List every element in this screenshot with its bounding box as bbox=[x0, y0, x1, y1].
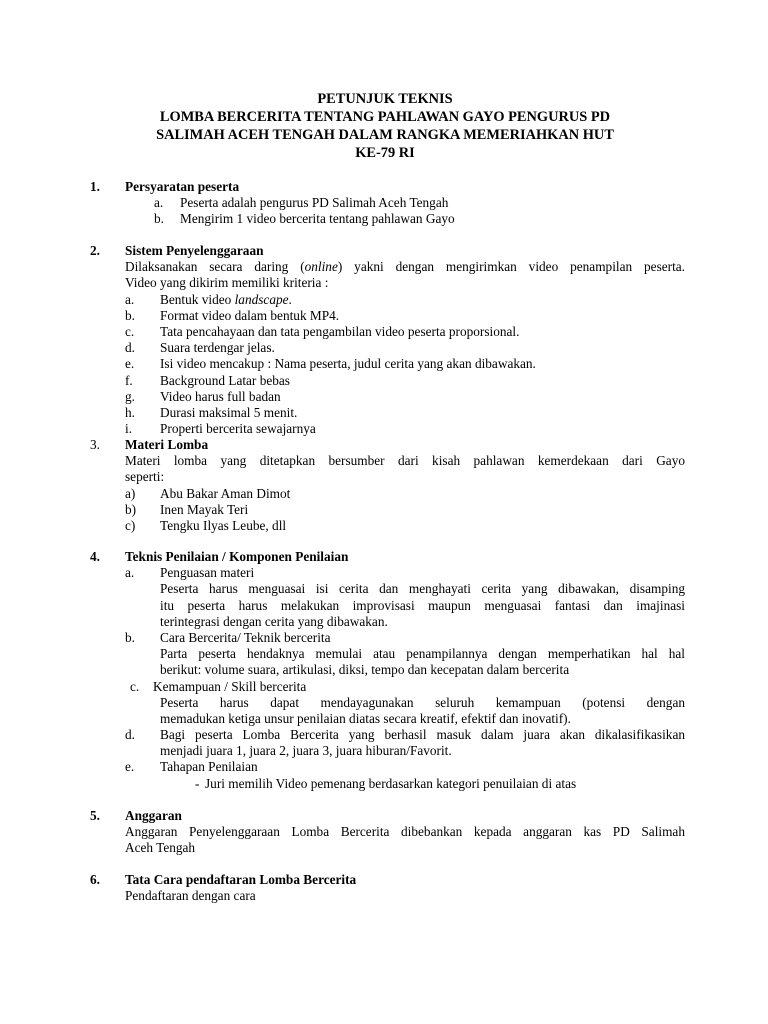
list-item bbox=[0, 486, 768, 502]
list-text: Suara terdengar jelas. bbox=[160, 340, 275, 356]
sub-item-e bbox=[0, 759, 768, 775]
paragraph-line: Peserta harus menguasai isi cerita dan menghayati cerita yang dibawakan, disamping bbox=[160, 581, 685, 597]
section-intro: Materi lomba yang ditetapkan bersumber dari kisah pahlawan kemerdekaan dari Gayo bbox=[125, 453, 685, 469]
sub-item-a bbox=[0, 565, 768, 581]
list-text: Properti bercerita sewajarnya bbox=[160, 421, 316, 437]
list-item bbox=[0, 502, 768, 518]
paragraph-line: Bagi peserta Lomba Bercerita yang berhasil masuk dalam juara akan dikalasifikasikan bbox=[160, 727, 685, 743]
list-label: a. bbox=[125, 291, 135, 307]
list-text: Durasi maksimal 5 menit. bbox=[160, 404, 298, 420]
section-number: 5. bbox=[90, 808, 100, 823]
list-label: a) bbox=[125, 485, 136, 501]
sub-item-title: Kemampuan / Skill bercerita bbox=[153, 678, 307, 694]
section-intro-2: Video yang dikirim memiliki kriteria : bbox=[125, 275, 329, 291]
paragraph-line: berikut: volume suara, artikulasi, diksi, tempo dan kecepatan dalam bercerita bbox=[160, 662, 570, 678]
list-text: Isi video mencakup : Nama peserta, judul cerita yang akan dibawakan. bbox=[160, 356, 536, 372]
list-text: Tata pencahayaan dan tata pengambilan video peserta proporsional. bbox=[160, 323, 520, 339]
list-text: Mengirim 1 video bercerita tentang pahlawan Gayo bbox=[180, 211, 455, 227]
document-title bbox=[90, 90, 680, 162]
sub-item-title: Tahapan Penilaian bbox=[160, 759, 258, 775]
list-item bbox=[0, 421, 768, 437]
list-label: h. bbox=[125, 404, 135, 420]
list-label: a. bbox=[125, 565, 135, 581]
list-label: c. bbox=[125, 323, 135, 339]
dash-bullet: - bbox=[195, 775, 200, 791]
list-label: b. bbox=[125, 307, 135, 323]
list-label: a. bbox=[154, 195, 164, 211]
list-text: Tengku Ilyas Leube, dll bbox=[160, 517, 287, 533]
list-item bbox=[0, 292, 768, 308]
title-line-3: SALIMAH ACEH TENGAH DALAM RANGKA MEMERIAHKAN HUT bbox=[156, 127, 614, 143]
list-label: f. bbox=[125, 372, 133, 388]
title-line-4: KE-79 RI bbox=[355, 145, 415, 161]
paragraph-line: Aceh Tengah bbox=[125, 840, 196, 856]
paragraph-line: menjadi juara 1, juara 2, juara 3, juara hiburan/Favorit. bbox=[160, 743, 452, 759]
list-label: c. bbox=[130, 678, 140, 694]
list-label: b. bbox=[125, 629, 135, 645]
list-item bbox=[0, 405, 768, 421]
list-label: b. bbox=[154, 211, 164, 227]
section-heading: Materi Lomba bbox=[125, 437, 209, 452]
sub-item-title: Cara Bercerita/ Teknik bercerita bbox=[160, 629, 331, 645]
paragraph-line: itu peserta harus melakukan improvisasi maupun menguasai fantasi dan imajinasi bbox=[160, 597, 685, 613]
list-item bbox=[0, 373, 768, 389]
list-label: d. bbox=[125, 340, 135, 356]
section-intro: Dilaksanakan secara daring (online) yakni dengan mengirimkan video penampilan peserta. bbox=[125, 259, 685, 275]
list-label: c) bbox=[125, 517, 136, 533]
sub-item-b bbox=[0, 630, 768, 646]
list-item bbox=[0, 389, 768, 405]
list-text: Format video dalam bentuk MP4. bbox=[160, 307, 340, 323]
list-label: b) bbox=[125, 501, 137, 517]
list-text: Video harus full badan bbox=[160, 388, 281, 404]
list-label: e. bbox=[125, 759, 135, 775]
list-label: i. bbox=[125, 421, 133, 437]
paragraph-line: Peserta harus dapat mendayagunakan seluruh kemampuan (potensi dengan bbox=[160, 694, 685, 710]
section-3 bbox=[0, 437, 768, 534]
paragraph-line: Parta peserta hendaknya memulai atau penampilannya dengan memperhatikan hal hal bbox=[160, 646, 685, 662]
list-label: d. bbox=[125, 727, 135, 743]
section-5 bbox=[0, 808, 768, 857]
list-item bbox=[0, 356, 768, 372]
section-heading: Anggaran bbox=[125, 808, 182, 823]
paragraph-line: Anggaran Penyelenggaraan Lomba Bercerita dibebankan kepada anggaran kas PD Salimah bbox=[125, 824, 685, 840]
list-label: g. bbox=[125, 388, 135, 404]
list-text: Background Latar bebas bbox=[160, 372, 290, 388]
section-4 bbox=[0, 549, 768, 792]
paragraph-line: terintegrasi dengan cerita yang dibawakan. bbox=[160, 613, 388, 629]
list-text: Peserta adalah pengurus PD Salimah Aceh Tengah bbox=[180, 195, 449, 211]
section-number: 4. bbox=[90, 549, 100, 564]
section-2 bbox=[0, 243, 768, 437]
sub-item-c bbox=[0, 679, 768, 695]
section-heading: Teknis Penilaian / Komponen Penilaian bbox=[125, 549, 349, 564]
sub-item-title: Penguasan materi bbox=[160, 565, 255, 581]
list-item bbox=[0, 195, 768, 211]
section-intro-2: seperti: bbox=[125, 469, 165, 485]
section-6 bbox=[0, 872, 768, 904]
section-number: 6. bbox=[90, 872, 100, 887]
sub-item-d bbox=[0, 727, 768, 743]
section-number: 2. bbox=[90, 243, 100, 258]
section-1 bbox=[0, 179, 768, 228]
list-item bbox=[0, 518, 768, 534]
list-text: Inen Mayak Teri bbox=[160, 501, 249, 517]
title-line-2: LOMBA BERCERITA TENTANG PAHLAWAN GAYO PENGURUS PD bbox=[159, 109, 611, 125]
section-heading: Tata Cara pendaftaran Lomba Bercerita bbox=[125, 872, 357, 887]
list-text: Abu Bakar Aman Dimot bbox=[160, 485, 291, 501]
list-text: Bentuk video landscape. bbox=[160, 291, 292, 307]
title-line-1: PETUNJUK TEKNIS bbox=[317, 91, 453, 107]
section-number: 1. bbox=[90, 179, 100, 194]
list-item bbox=[0, 324, 768, 340]
list-item bbox=[0, 308, 768, 324]
paragraph-line: Pendaftaran dengan cara bbox=[125, 888, 256, 904]
paragraph-line: memadukan ketiga unsur penilaian diatas secara kreatif, efektif dan inovatif). bbox=[160, 710, 571, 726]
list-item bbox=[0, 340, 768, 356]
list-label: e. bbox=[125, 356, 135, 372]
bullet-text: Juri memilih Video pemenang berdasarkan kategori penuilaian di atas bbox=[205, 775, 577, 791]
list-item bbox=[0, 211, 768, 227]
section-heading: Persyaratan peserta bbox=[125, 179, 240, 194]
section-number: 3. bbox=[90, 437, 100, 452]
section-heading: Sistem Penyelenggaraan bbox=[125, 243, 264, 258]
bullet-item bbox=[0, 776, 768, 792]
